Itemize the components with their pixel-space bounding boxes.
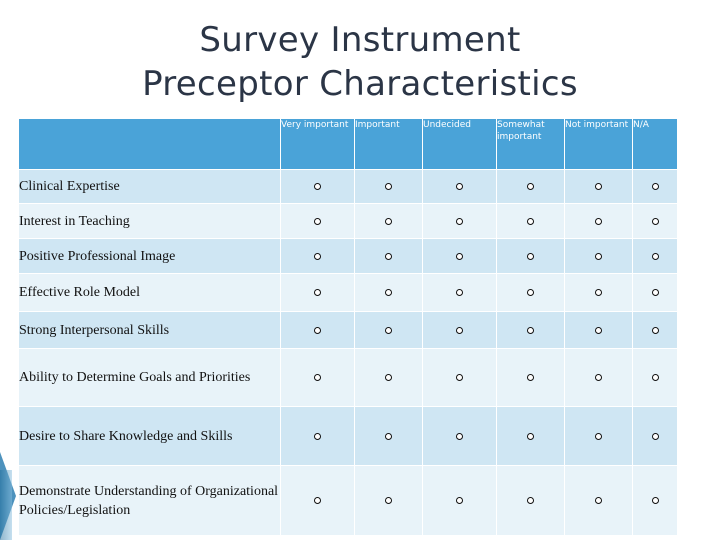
- rating-cell: [355, 466, 423, 536]
- survey-table: [18, 118, 678, 536]
- radio-button-icon[interactable]: [314, 433, 321, 440]
- rating-cell: [565, 349, 633, 407]
- rating-cell: [355, 349, 423, 407]
- radio-button-icon[interactable]: [385, 497, 392, 504]
- table-row: [19, 407, 678, 466]
- radio-button-icon[interactable]: [314, 374, 321, 381]
- radio-button-icon[interactable]: [527, 183, 534, 190]
- radio-button-icon[interactable]: [456, 289, 463, 296]
- page-title: [0, 18, 720, 106]
- rating-cell: [423, 312, 497, 349]
- rating-cell: [497, 274, 565, 312]
- table-row: [19, 204, 678, 239]
- column-header-not-important: Not important: [565, 119, 633, 170]
- radio-button-icon[interactable]: [314, 289, 321, 296]
- radio-button-icon[interactable]: [385, 433, 392, 440]
- radio-button-icon[interactable]: [527, 253, 534, 260]
- radio-button-icon[interactable]: [527, 289, 534, 296]
- rating-cell: [565, 170, 633, 204]
- radio-button-icon[interactable]: [595, 433, 602, 440]
- radio-button-icon[interactable]: [652, 433, 659, 440]
- decorative-edge-gradient: [0, 470, 12, 540]
- title-line-2: Preceptor Characteristics: [142, 64, 578, 104]
- radio-button-icon[interactable]: [652, 497, 659, 504]
- radio-button-icon[interactable]: [527, 327, 534, 334]
- rating-cell: [423, 239, 497, 274]
- radio-button-icon[interactable]: [652, 253, 659, 260]
- rating-cell: [281, 407, 355, 466]
- radio-button-icon[interactable]: [652, 183, 659, 190]
- column-header-important: Important: [355, 119, 423, 170]
- header-corner: [19, 119, 281, 170]
- radio-button-icon[interactable]: [652, 374, 659, 381]
- radio-button-icon[interactable]: [385, 327, 392, 334]
- row-label: Positive Professional Image: [19, 239, 281, 274]
- row-label: Clinical Expertise: [19, 170, 281, 204]
- rating-cell: [497, 349, 565, 407]
- rating-cell: [281, 312, 355, 349]
- radio-button-icon[interactable]: [456, 183, 463, 190]
- rating-cell: [565, 274, 633, 312]
- radio-button-icon[interactable]: [595, 374, 602, 381]
- row-label: Interest in Teaching: [19, 204, 281, 239]
- rating-cell: [355, 312, 423, 349]
- rating-cell: [423, 204, 497, 239]
- rating-cell: [633, 274, 678, 312]
- radio-button-icon[interactable]: [527, 433, 534, 440]
- radio-button-icon[interactable]: [385, 289, 392, 296]
- radio-button-icon[interactable]: [314, 183, 321, 190]
- column-header-somewhat-important: Somewhat important: [497, 119, 565, 170]
- rating-cell: [281, 349, 355, 407]
- table-row: [19, 239, 678, 274]
- column-header-undecided: Undecided: [423, 119, 497, 170]
- radio-button-icon[interactable]: [595, 327, 602, 334]
- radio-button-icon[interactable]: [595, 218, 602, 225]
- radio-button-icon[interactable]: [595, 289, 602, 296]
- rating-cell: [565, 312, 633, 349]
- radio-button-icon[interactable]: [595, 183, 602, 190]
- rating-cell: [281, 204, 355, 239]
- radio-button-icon[interactable]: [595, 253, 602, 260]
- rating-cell: [423, 274, 497, 312]
- row-label: Demonstrate Understanding of Organizational Policies/Legislation: [19, 466, 281, 536]
- radio-button-icon[interactable]: [527, 497, 534, 504]
- radio-button-icon[interactable]: [314, 253, 321, 260]
- table-row: [19, 170, 678, 204]
- rating-cell: [355, 239, 423, 274]
- radio-button-icon[interactable]: [314, 497, 321, 504]
- rating-cell: [281, 274, 355, 312]
- column-header-na: N/A: [633, 119, 678, 170]
- radio-button-icon[interactable]: [652, 327, 659, 334]
- rating-cell: [497, 407, 565, 466]
- row-label: Desire to Share Knowledge and Skills: [19, 407, 281, 466]
- radio-button-icon[interactable]: [456, 374, 463, 381]
- rating-cell: [497, 239, 565, 274]
- table-row: [19, 274, 678, 312]
- radio-button-icon[interactable]: [385, 374, 392, 381]
- rating-cell: [355, 170, 423, 204]
- radio-button-icon[interactable]: [385, 183, 392, 190]
- radio-button-icon[interactable]: [456, 433, 463, 440]
- radio-button-icon[interactable]: [456, 497, 463, 504]
- title-line-1: Survey Instrument: [199, 20, 521, 60]
- rating-cell: [565, 466, 633, 536]
- radio-button-icon[interactable]: [456, 327, 463, 334]
- rating-cell: [633, 407, 678, 466]
- table-row: [19, 466, 678, 536]
- rating-cell: [497, 204, 565, 239]
- table-row: [19, 312, 678, 349]
- rating-cell: [355, 274, 423, 312]
- radio-button-icon[interactable]: [595, 497, 602, 504]
- rating-cell: [633, 312, 678, 349]
- radio-button-icon[interactable]: [652, 218, 659, 225]
- rating-cell: [355, 407, 423, 466]
- radio-button-icon[interactable]: [527, 218, 534, 225]
- row-label: Effective Role Model: [19, 274, 281, 312]
- rating-cell: [355, 204, 423, 239]
- radio-button-icon[interactable]: [314, 327, 321, 334]
- radio-button-icon[interactable]: [314, 218, 321, 225]
- radio-button-icon[interactable]: [456, 253, 463, 260]
- radio-button-icon[interactable]: [527, 374, 534, 381]
- rating-cell: [281, 466, 355, 536]
- rating-cell: [497, 170, 565, 204]
- rating-cell: [497, 466, 565, 536]
- table-row: [19, 349, 678, 407]
- rating-cell: [633, 349, 678, 407]
- radio-button-icon[interactable]: [652, 289, 659, 296]
- rating-cell: [423, 349, 497, 407]
- radio-button-icon[interactable]: [385, 253, 392, 260]
- rating-cell: [281, 170, 355, 204]
- rating-cell: [497, 312, 565, 349]
- row-label: Strong Interpersonal Skills: [19, 312, 281, 349]
- rating-cell: [633, 239, 678, 274]
- rating-cell: [423, 407, 497, 466]
- rating-cell: [423, 170, 497, 204]
- rating-cell: [633, 170, 678, 204]
- header-row: [19, 119, 678, 170]
- radio-button-icon[interactable]: [456, 218, 463, 225]
- rating-cell: [565, 204, 633, 239]
- rating-cell: [565, 407, 633, 466]
- rating-cell: [423, 466, 497, 536]
- rating-cell: [633, 204, 678, 239]
- row-label: Ability to Determine Goals and Priorities: [19, 349, 281, 407]
- rating-cell: [565, 239, 633, 274]
- column-header-very-important: Very important: [281, 119, 355, 170]
- rating-cell: [633, 466, 678, 536]
- radio-button-icon[interactable]: [385, 218, 392, 225]
- rating-cell: [281, 239, 355, 274]
